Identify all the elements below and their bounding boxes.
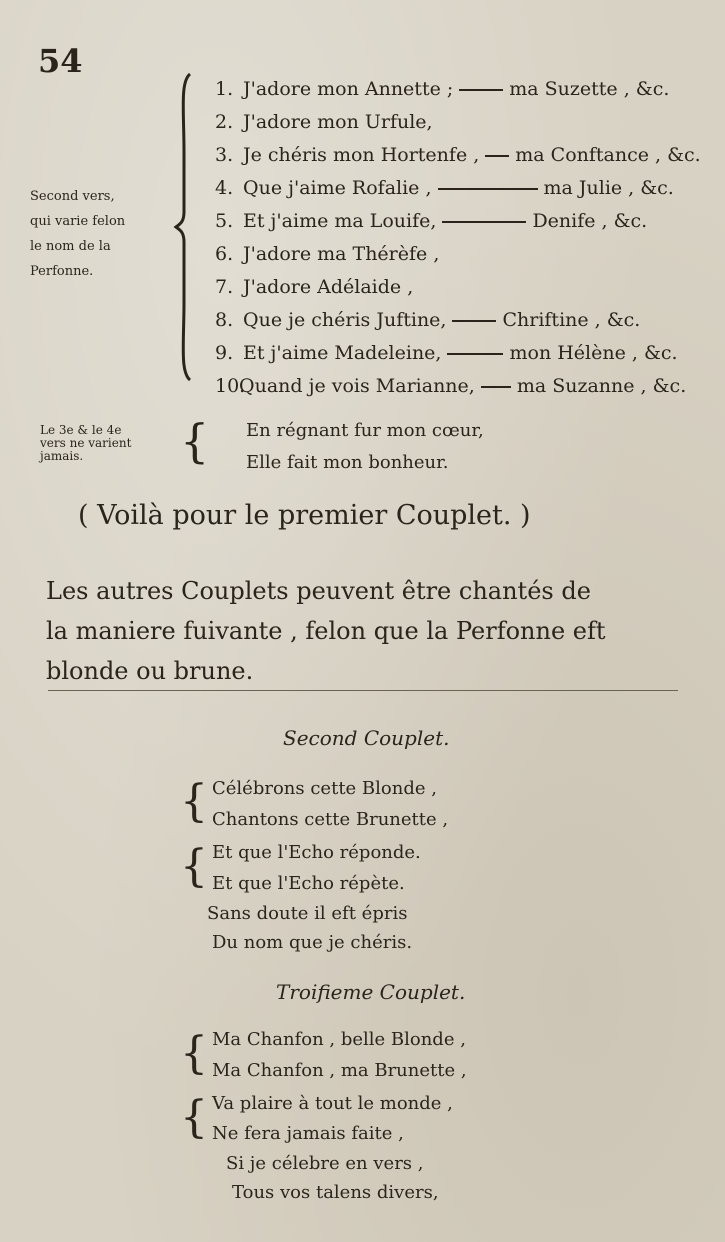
verse-brace: { bbox=[180, 1028, 208, 1079]
list-item: 9. Et j'aime Madeleine, mon Hélène , &c. bbox=[215, 342, 678, 364]
page-number: 54 bbox=[38, 42, 83, 80]
verse-brace: { bbox=[180, 841, 208, 892]
verse-line: Et que l'Echo répète. bbox=[212, 873, 405, 894]
side-note-line: Le 3e & le 4e bbox=[40, 423, 122, 437]
side-note-line: jamais. bbox=[40, 449, 84, 463]
list-item: 8. Que je chéris Juftine, Chriftine , &c. bbox=[215, 309, 641, 331]
verse-line: Sans doute il eft épris bbox=[207, 903, 408, 924]
list-item: 10.Quand je vois Marianne, ma Suzanne , &c. bbox=[215, 375, 687, 397]
list-item: 5. Et j'aime ma Louife, Denife , &c. bbox=[215, 210, 648, 232]
list-item: 2. J'adore mon Urfule, bbox=[215, 111, 433, 133]
list-brace bbox=[172, 72, 194, 382]
verse-line: Célébrons cette Blonde , bbox=[212, 778, 437, 799]
verse-line: Du nom que je chéris. bbox=[212, 932, 413, 953]
verse-line: Ma Chanfon , ma Brunette , bbox=[212, 1060, 467, 1081]
verse-line: Ne fera jamais faite , bbox=[212, 1123, 404, 1144]
verse-brace: { bbox=[180, 776, 208, 827]
verse-line: Ma Chanfon , belle Blonde , bbox=[212, 1029, 466, 1050]
verse-line: Chantons cette Brunette , bbox=[212, 809, 449, 830]
side-note-line: Perfonne. bbox=[30, 264, 94, 279]
list-item: 7. J'adore Adélaide , bbox=[215, 276, 414, 298]
refrain-line: En régnant fur mon cœur, bbox=[246, 420, 484, 441]
list-item: 1. J'adore mon Annette ; ma Suzette , &c. bbox=[215, 78, 670, 100]
voila-line: ( Voilà pour le premier Couplet. ) bbox=[78, 500, 531, 531]
verse-line: Tous vos talens divers, bbox=[232, 1182, 439, 1203]
refrain-line: Elle fait mon bonheur. bbox=[246, 452, 449, 473]
side-note-line: le nom de la bbox=[30, 239, 111, 254]
paragraph-line: Les autres Couplets peuvent être chantés de bbox=[46, 577, 591, 605]
paragraph-line: blonde ou brune. bbox=[46, 657, 254, 685]
second-couplet-title: Second Couplet. bbox=[283, 726, 450, 750]
verse-line: Va plaire à tout le monde , bbox=[212, 1093, 453, 1114]
paragraph-line: la maniere fuivante , felon que la Perfonne eft bbox=[46, 617, 606, 645]
list-item: 4. Que j'aime Rofalie , ma Julie , &c. bbox=[215, 177, 674, 199]
verse-line: Et que l'Echo réponde. bbox=[212, 842, 421, 863]
verse-brace: { bbox=[180, 1092, 208, 1143]
verse-line: Si je célebre en vers , bbox=[226, 1153, 424, 1174]
side-note-line: qui varie felon bbox=[30, 214, 126, 229]
side-note-line: Second vers, bbox=[30, 189, 115, 204]
list-item: 6. J'adore ma Thérèfe , bbox=[215, 243, 440, 265]
third-couplet-title: Troifieme Couplet. bbox=[276, 980, 466, 1004]
list-item: 3. Je chéris mon Hortenfe , ma Conftance , &c. bbox=[215, 144, 701, 166]
refrain-brace: { bbox=[180, 414, 210, 468]
divider bbox=[48, 690, 678, 691]
side-note-line: vers ne varient bbox=[40, 436, 132, 450]
